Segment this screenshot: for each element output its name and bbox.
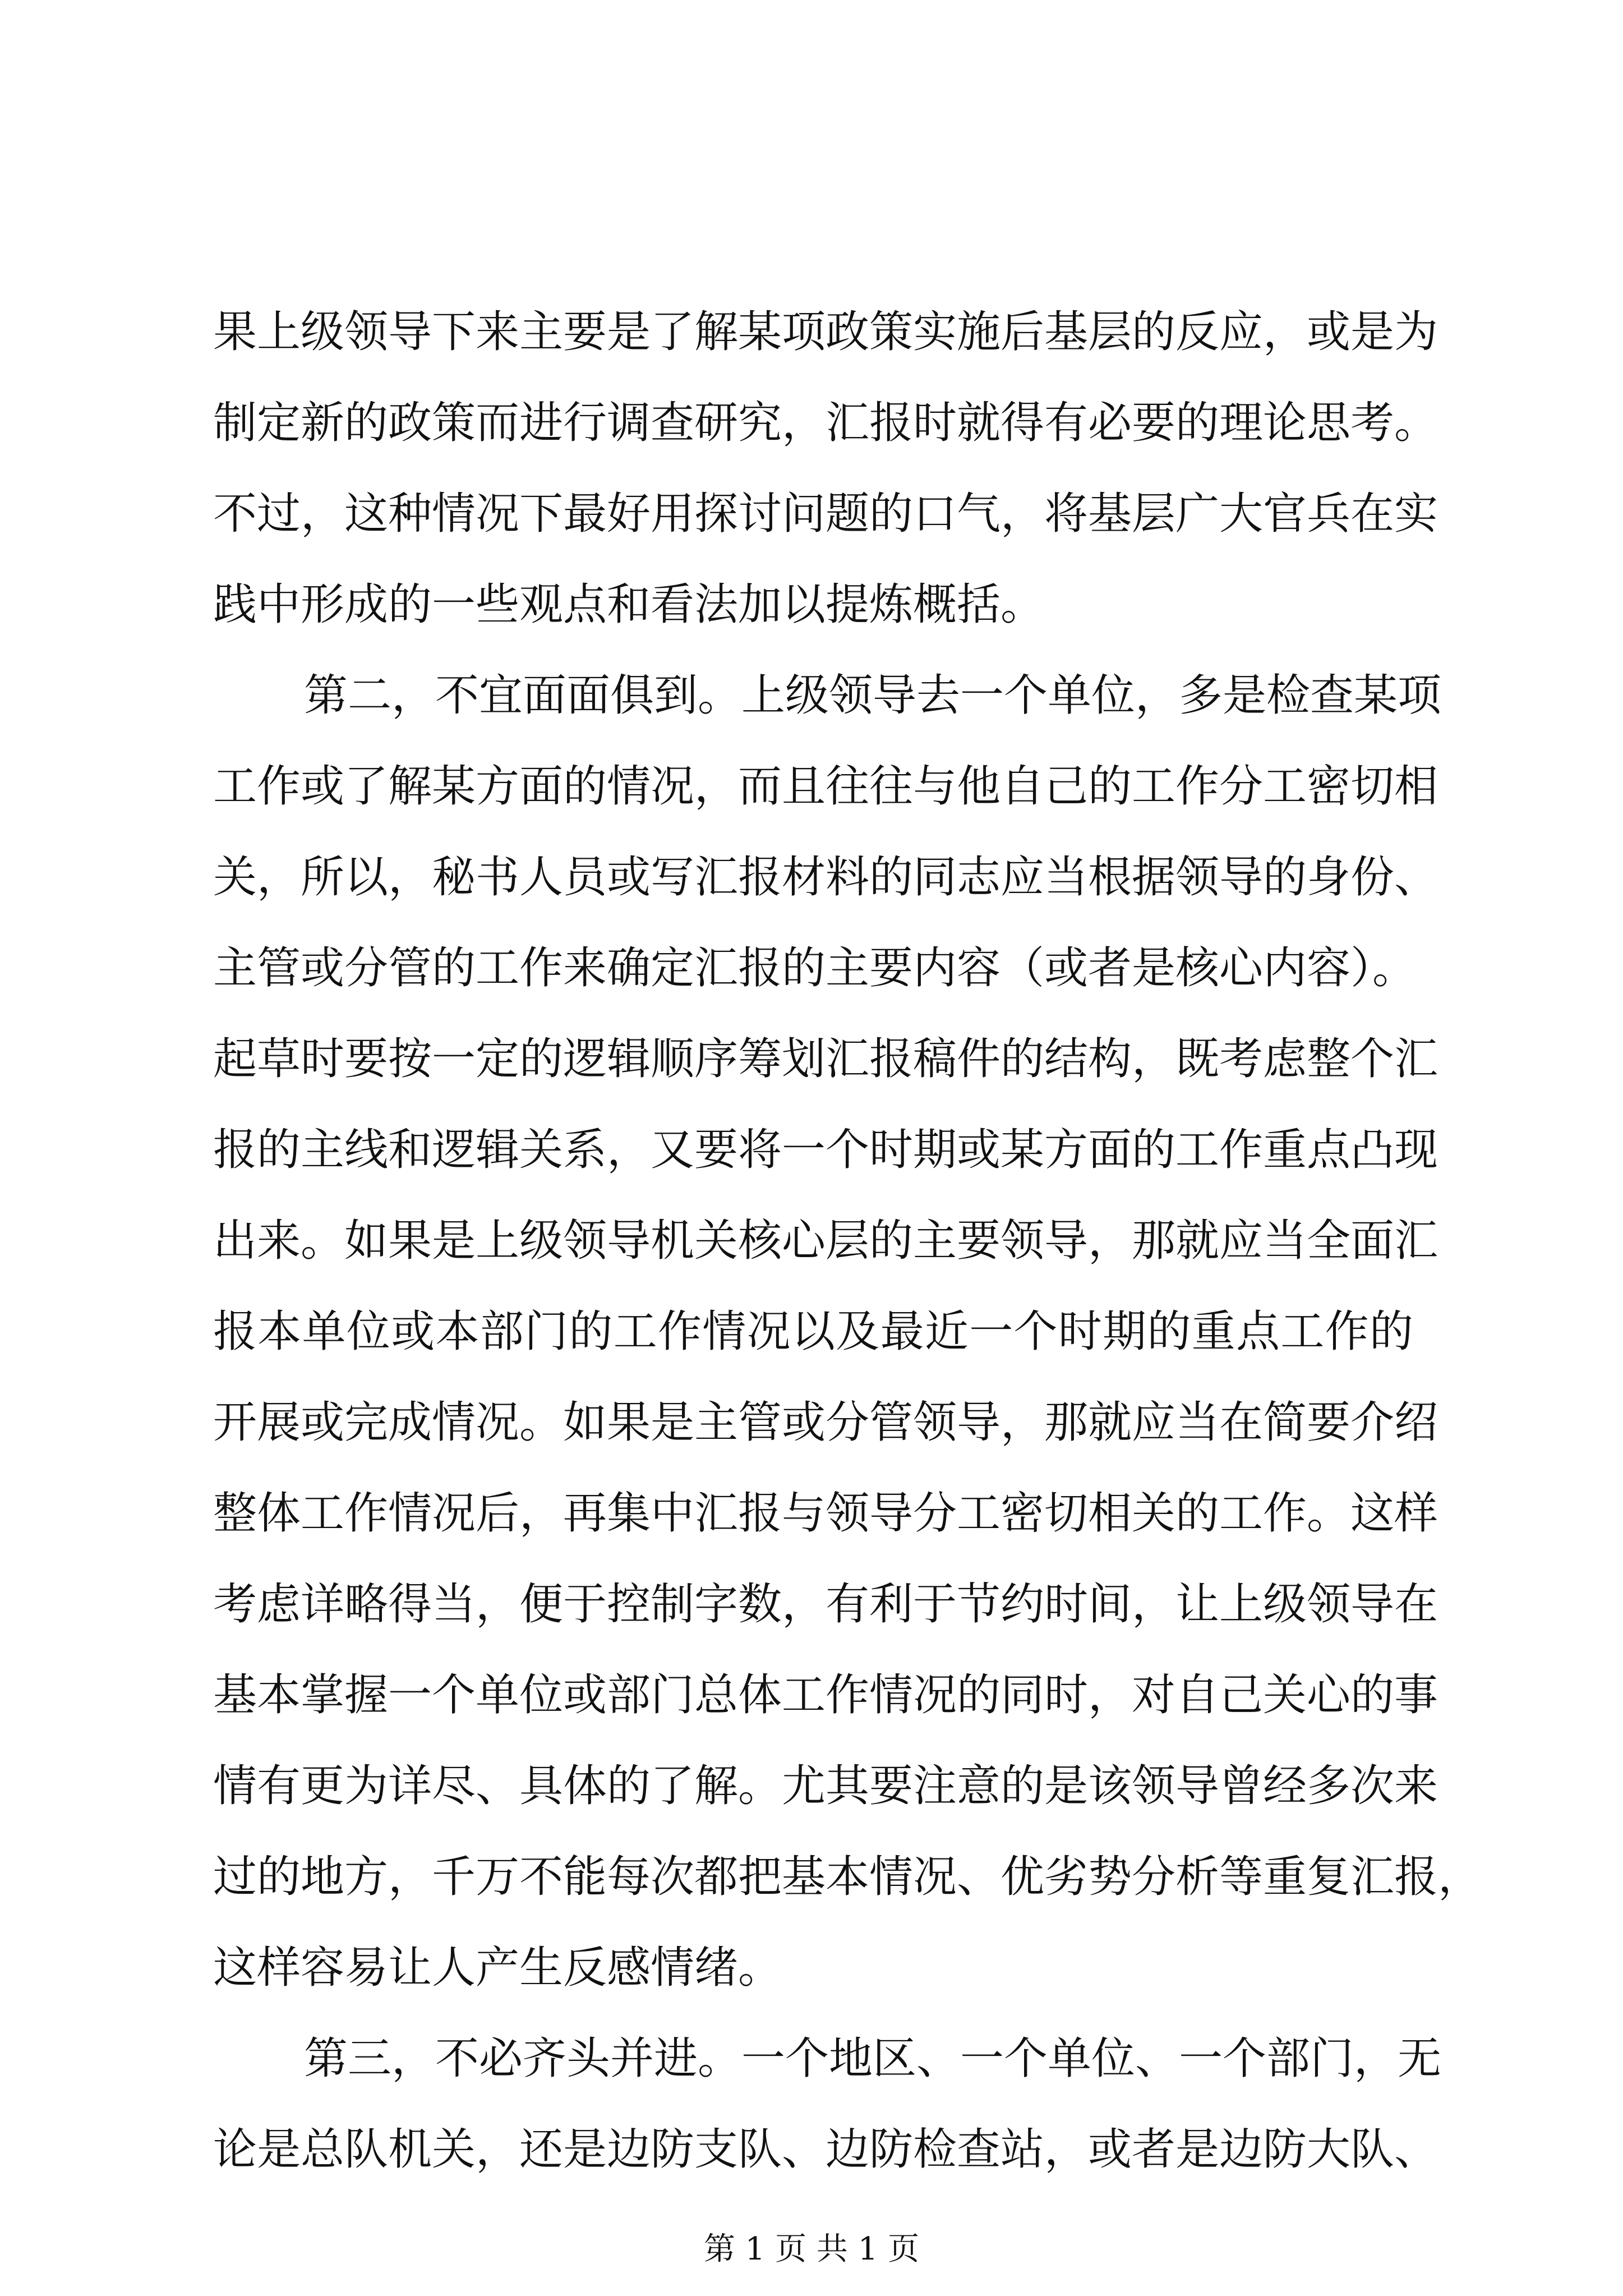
text-line: 工作或了解某方面的情况，而且往往与他自己的工作分工密切相 bbox=[213, 761, 1438, 812]
text-line: 开展或完成情况。如果是主管或分管领导，那就应当在简要介绍 bbox=[213, 1397, 1438, 1448]
text-line: 报本单位或本部门的工作情况以及最近一个时期的重点工作的 bbox=[213, 1306, 1413, 1357]
text-line: 制定新的政策而进行调查研究，汇报时就得有必要的理论思考。 bbox=[213, 398, 1438, 448]
text-line: 果上级领导下来主要是了解某项政策实施后基层的反应，或是为 bbox=[213, 307, 1438, 357]
text-line: 情有更为详尽、具体的了解。尤其要注意的是该领导曾经多次来 bbox=[213, 1761, 1438, 1811]
page-footer: 第 1 页 共 1 页 bbox=[703, 2231, 920, 2267]
text-line: 出来。如果是上级领导机关核心层的主要领导，那就应当全面汇 bbox=[213, 1216, 1438, 1266]
paragraph-first-line: 第三，不必齐头并进。一个地区、一个单位、一个部门，无 bbox=[304, 2033, 1442, 2084]
paragraph-first-line: 第二，不宜面面俱到。上级领导去一个单位，多是检查某项 bbox=[304, 670, 1442, 721]
text-line: 践中形成的一些观点和看法加以提炼概括。 bbox=[213, 579, 1045, 630]
text-line: 报的主线和逻辑关系，又要将一个时期或某方面的工作重点凸现 bbox=[213, 1125, 1438, 1175]
text-line: 关，所以，秘书人员或写汇报材料的同志应当根据领导的身份、 bbox=[213, 852, 1438, 903]
text-line: 基本掌握一个单位或部门总体工作情况的同时，对自己关心的事 bbox=[213, 1670, 1438, 1720]
text-line: 整体工作情况后，再集中汇报与领导分工密切相关的工作。这样 bbox=[213, 1488, 1438, 1539]
text-line: 起草时要按一定的逻辑顺序筹划汇报稿件的结构，既考虑整个汇 bbox=[213, 1034, 1438, 1084]
text-line: 主管或分管的工作来确定汇报的主要内容（或者是核心内容）。 bbox=[213, 943, 1417, 993]
text-line: 论是总队机关，还是边防支队、边防检查站，或者是边防大队、 bbox=[213, 2124, 1438, 2175]
text-line: 过的地方，千万不能每次都把基本情况、优劣势分析等重复汇报， bbox=[213, 1852, 1482, 1902]
text-line: 不过，这种情况下最好用探讨问题的口气，将基层广大官兵在实 bbox=[213, 489, 1438, 539]
text-line: 考虑详略得当，便于控制字数，有利于节约时间，让上级领导在 bbox=[213, 1579, 1438, 1630]
text-line: 这样容易让人产生反感情绪。 bbox=[213, 1943, 782, 1993]
